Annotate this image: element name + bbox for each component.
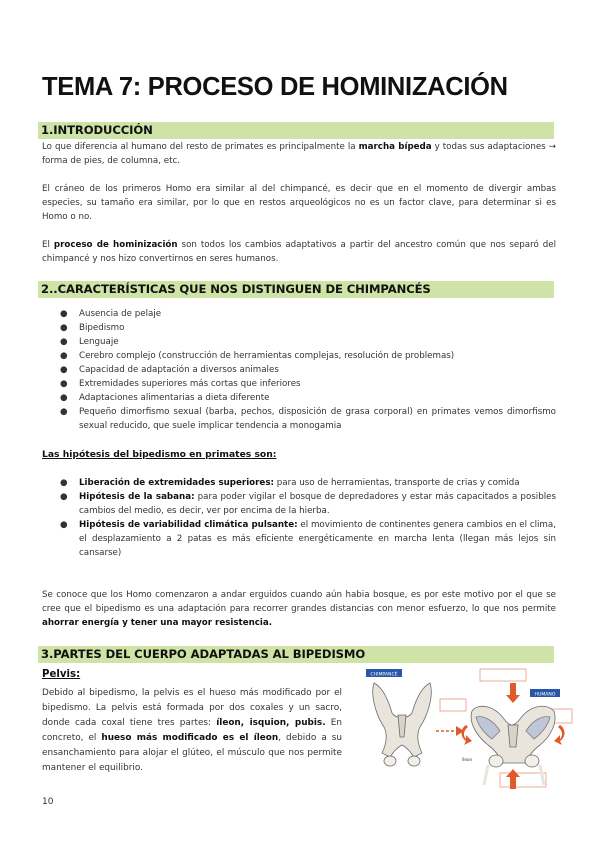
- bipedism-conclusion-paragraph: Se conoce que los Homo comenzaron a andar erguidos cuando aún habia bosque, es por este motivo por el que se cree que el bipedismo es una adaptación para recorrer grandes distancias con menor esfuerzo, lo que nos permite ahorrar energía y tener una mayor resistencia.: [42, 590, 556, 628]
- ileon-label: íleon: [462, 757, 473, 762]
- comparison-arrow: [436, 726, 464, 736]
- chimp-label: CHIMPANCÉ: [370, 672, 398, 678]
- list-item: ● Hipótesis de la sabana: para poder vigilar el bosque de depredadores y estar más capacitados a posibles cambios del medio, es decir, ver por encima de la hierba.: [60, 492, 556, 516]
- pelvis-heading: Pelvis:: [42, 669, 81, 680]
- list-item: ● Cerebro complejo (construcción de herramientas complejas, resolución de problemas): [60, 351, 455, 361]
- intro-paragraph-3: El proceso de hominización son todos los cambios adaptativos a partir del ancestro común que nos separó del chimpancé y nos hizo convertirnos en seres humanos.: [42, 240, 556, 264]
- hypotheses-list: [60, 476, 556, 560]
- intro-paragraph-2: El cráneo de los primeros Homo era similar al del chimpancé, es decir que en el momento de divergir ambas especies, su tamaño era similar, por lo que en restos arqueológicos no es un factor clave, para determinar si es Homo o no.: [42, 184, 556, 222]
- section-heading-partes-cuerpo: 3.PARTES DEL CUERPO ADAPTADAS AL BIPEDISMO: [38, 646, 554, 663]
- pelvis-paragraph: Debido al bipedismo, la pelvis es el hueso más modificado por el bipedismo. La pelvis está formada por dos coxales y un sacro, donde cada coxal tiene tres partes: íleon, isquion, pubis. En concreto, el hueso más modificado es el íleon, debido a su ensanchamiento para alojar el glúteo, el músculo que nos permite mantener el equilibrio.: [42, 688, 343, 773]
- page-number: 10: [42, 797, 54, 807]
- section-heading-caracteristicas: 2..CARACTERÍSTICAS QUE NOS DISTINGUEN DE CHIMPANCÉS: [38, 281, 554, 298]
- human-label: HUMANO: [534, 692, 556, 698]
- pelvis-comparison-figure: [360, 665, 575, 795]
- list-item: ● Ausencia de pelaje: [60, 309, 162, 319]
- page-title: TEMA 7: PROCESO DE HOMINIZACIÓN: [42, 73, 508, 101]
- characteristics-list: [60, 307, 556, 433]
- list-item: ● Lenguaje: [60, 337, 119, 347]
- list-item: ● Liberación de extremidades superiores: para uso de herramientas, transporte de crias y comida: [60, 478, 520, 488]
- list-item: ● Hipótesis de variabilidad climática pulsante: el movimiento de continentes genera cambios en el clima, el desplazamiento a 2 patas es más eficiente energéticamente en marcha lenta (llegan más lejos sin cansarse): [60, 520, 556, 558]
- annotation-box: [480, 669, 526, 681]
- chimp-pelvis-image: [373, 683, 432, 766]
- section-heading-introduccion: 1.INTRODUCCIÓN: [38, 122, 554, 139]
- list-item: ● Extremidades superiores más cortas que inferiores: [60, 379, 301, 389]
- intro-paragraph-1: Lo que diferencia al humano del resto de primates es principalmente la marcha bípeda y todas sus adaptaciones → forma de pies, de columna, etc.: [42, 142, 556, 166]
- list-item: ● Capacidad de adaptación a diversos animales: [60, 365, 279, 375]
- annotation-box: [440, 699, 466, 711]
- annotation-box: [500, 773, 546, 787]
- hypotheses-heading: Las hipótesis del bipedismo en primates son:: [42, 449, 277, 460]
- list-item: ● Adaptaciones alimentarias a dieta diferente: [60, 393, 270, 403]
- list-item: ● Bipedismo: [60, 323, 125, 333]
- list-item: ● Pequeño dimorfismo sexual (barba, pechos, disposición de grasa corporal) en primates vemos dimorfismo sexual reducido, que suele implicar tendencia a monogamia: [60, 407, 556, 431]
